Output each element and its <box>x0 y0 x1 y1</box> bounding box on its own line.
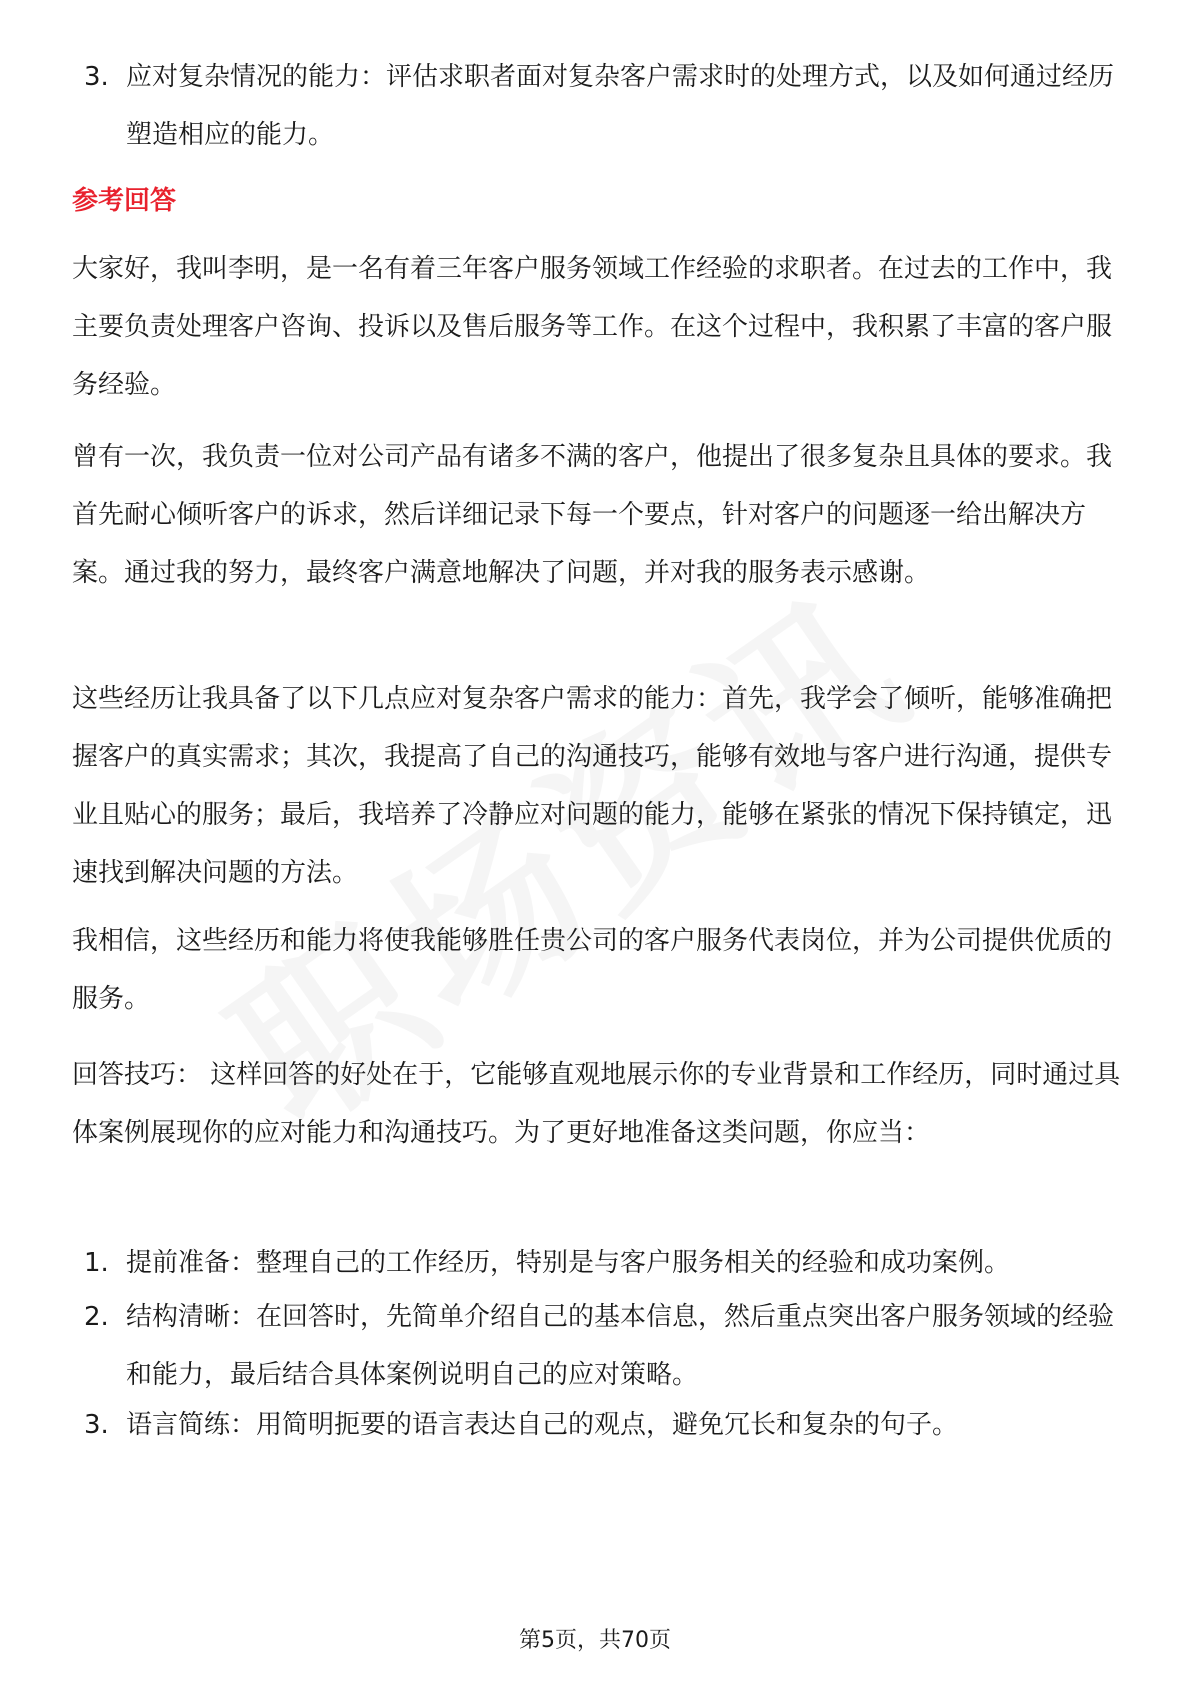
paragraph: 这些经历让我具备了以下几点应对复杂客户需求的能力：首先，我学会了倾听，能够准确把握客户的真实需求；其次，我提高了自己的沟通技巧，能够有效地与客户进行沟通，提供专业且贴心的服务；最后，我培养了冷静应对问题的能力，能够在紧张的情况下保持镇定，迅速找到解决问题的方法。 <box>72 684 1113 888</box>
list-number: 3. <box>84 62 109 92</box>
paragraph: 我相信，这些经历和能力将使我能够胜任贵公司的客户服务代表岗位，并为公司提供优质的服务。 <box>72 926 1113 1014</box>
list-number: 1. <box>84 1248 109 1278</box>
section-title: 参考回答 <box>72 186 177 216</box>
list-number: 3. <box>84 1410 109 1440</box>
list-text: 提前准备：整理自己的工作经历，特别是与客户服务相关的经验和成功案例。 <box>126 1248 1011 1278</box>
paragraph: 曾有一次，我负责一位对公司产品有诸多不满的客户，他提出了很多复杂且具体的要求。我首先耐心倾听客户的诉求，然后详细记录下每一个要点，针对客户的问题逐一给出解决方案。通过我的努力，最终客户满意地解决了问题，并对我的服务表示感谢。 <box>72 442 1113 588</box>
list-text: 结构清晰：在回答时，先简单介绍自己的基本信息，然后重点突出客户服务领域的经验和能力，最后结合具体案例说明自己的应对策略。 <box>126 1302 1115 1390</box>
paragraph: 回答技巧： 这样回答的好处在于，它能够直观地展示你的专业背景和工作经历，同时通过具体案例展现你的应对能力和沟通技巧。为了更好地准备这类问题，你应当： <box>72 1060 1121 1148</box>
list-text: 应对复杂情况的能力：评估求职者面对复杂客户需求时的处理方式，以及如何通过经历塑造相应的能力。 <box>126 62 1115 150</box>
list-text: 语言简练：用简明扼要的语言表达自己的观点，避免冗长和复杂的句子。 <box>126 1410 959 1440</box>
paragraph: 大家好，我叫李明，是一名有着三年客户服务领域工作经验的求职者。在过去的工作中，我主要负责处理客户咨询、投诉以及售后服务等工作。在这个过程中，我积累了丰富的客户服务经验。 <box>72 254 1113 400</box>
page-number-footer: 第5页，共70页 <box>519 1628 671 1653</box>
list-number: 2. <box>84 1302 109 1332</box>
